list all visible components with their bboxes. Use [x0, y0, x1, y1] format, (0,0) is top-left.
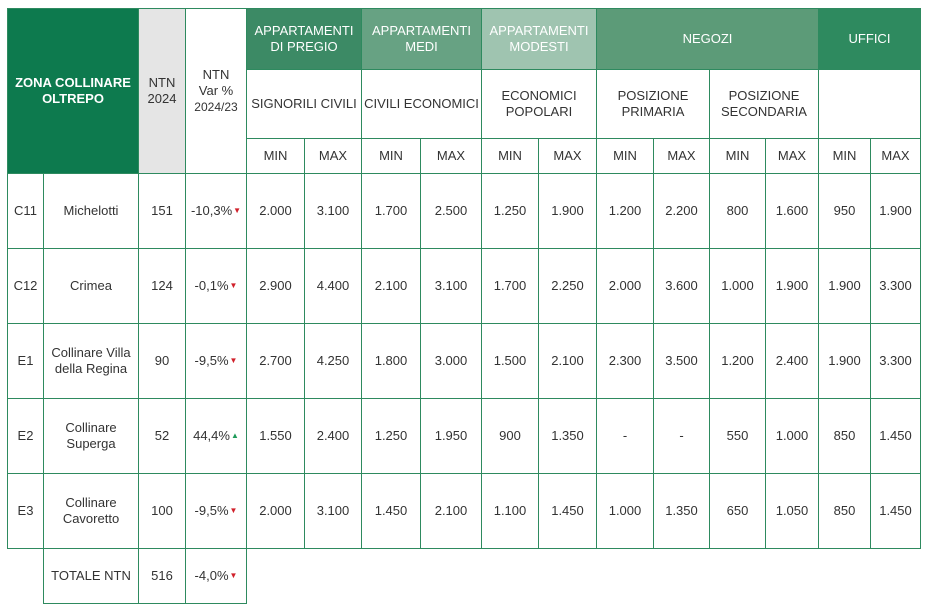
ntn-value: 52 — [139, 399, 186, 474]
min-value: 1.250 — [482, 174, 539, 249]
min-value: 2.300 — [597, 324, 654, 399]
zone-name: Collinare Villa della Regina — [44, 324, 139, 399]
subgroup-civili-economici: CIVILI ECONOMICI — [362, 70, 482, 139]
min-label: MIN — [247, 139, 305, 174]
max-value: 1.450 — [871, 474, 921, 549]
total-label: TOTALE NTN — [44, 549, 139, 604]
min-label: MIN — [819, 139, 871, 174]
max-label: MAX — [871, 139, 921, 174]
trend-down-icon: ▼ — [229, 356, 238, 366]
max-value: 2.400 — [305, 399, 362, 474]
max-value: 1.900 — [871, 174, 921, 249]
max-value: 2.200 — [654, 174, 710, 249]
ntn-var-value — [186, 324, 247, 399]
table-row — [8, 474, 921, 549]
subgroup-posizione-secondaria: POSIZIONE SECONDARIA — [710, 70, 819, 139]
subgroup-economici-popolari: ECONOMICI POPOLARI — [482, 70, 597, 139]
total-var: -4,0%▼ — [186, 549, 247, 604]
max-value: 3.600 — [654, 249, 710, 324]
min-value: 2.000 — [247, 474, 305, 549]
min-label: MIN — [482, 139, 539, 174]
group-appartamenti-medi: APPARTAMENTI MEDI — [362, 9, 482, 70]
min-value: - — [597, 399, 654, 474]
group-uffici: UFFICI — [819, 9, 921, 70]
total-ntn: 516 — [139, 549, 186, 604]
min-label: MIN — [362, 139, 421, 174]
max-value: 2.250 — [539, 249, 597, 324]
min-value: 1.550 — [247, 399, 305, 474]
min-value: 850 — [819, 474, 871, 549]
ntn-var-text: -0,1% — [194, 277, 229, 293]
zone-code: E1 — [8, 324, 44, 399]
header-row-groups — [8, 9, 921, 70]
max-value: 1.600 — [766, 174, 819, 249]
min-value: 2.000 — [247, 174, 305, 249]
price-table — [7, 8, 921, 604]
zone-code: E2 — [8, 399, 44, 474]
max-value: 1.450 — [539, 474, 597, 549]
min-value: 2.100 — [362, 249, 421, 324]
min-value: 1.200 — [597, 174, 654, 249]
max-value: 3.100 — [305, 174, 362, 249]
total-row — [8, 549, 921, 604]
max-value: 3.000 — [421, 324, 482, 399]
min-value: 900 — [482, 399, 539, 474]
data-rows — [8, 174, 921, 549]
group-appartamenti-pregio: APPARTAMENTI DI PREGIO — [247, 9, 362, 70]
max-value: 1.950 — [421, 399, 482, 474]
min-value: 1.700 — [482, 249, 539, 324]
zone-name: Crimea — [44, 249, 139, 324]
max-value: 1.450 — [871, 399, 921, 474]
max-value: 3.100 — [421, 249, 482, 324]
max-value: 4.400 — [305, 249, 362, 324]
min-value: 1.250 — [362, 399, 421, 474]
min-value: 1.900 — [819, 249, 871, 324]
max-value: 2.100 — [421, 474, 482, 549]
max-value: 1.350 — [654, 474, 710, 549]
max-label: MAX — [766, 139, 819, 174]
table-row — [8, 249, 921, 324]
max-value: 3.500 — [654, 324, 710, 399]
ntn-var-text: -9,5% — [194, 502, 229, 518]
zone-code: E3 — [8, 474, 44, 549]
group-appartamenti-modesti: APPARTAMENTI MODESTI — [482, 9, 597, 70]
ntn-value: 124 — [139, 249, 186, 324]
max-value: - — [654, 399, 710, 474]
group-negozi: NEGOZI — [597, 9, 819, 70]
zone-name: Collinare Superga — [44, 399, 139, 474]
trend-down-icon: ▼ — [233, 206, 242, 216]
min-value: 2.000 — [597, 249, 654, 324]
min-label: MIN — [710, 139, 766, 174]
ntn-var-value — [186, 474, 247, 549]
ntn-var-value — [186, 174, 247, 249]
zone-code: C12 — [8, 249, 44, 324]
subgroup-signorili-civili: SIGNORILI CIVILI — [247, 70, 362, 139]
price-table-container — [7, 8, 921, 604]
trend-down-icon: ▼ — [229, 281, 238, 291]
max-value: 4.250 — [305, 324, 362, 399]
min-value: 850 — [819, 399, 871, 474]
max-value: 3.300 — [871, 324, 921, 399]
min-value: 1.450 — [362, 474, 421, 549]
max-value: 3.300 — [871, 249, 921, 324]
min-value: 2.700 — [247, 324, 305, 399]
zone-name: Michelotti — [44, 174, 139, 249]
ntn-var-text: 44,4% — [193, 427, 230, 443]
min-value: 2.900 — [247, 249, 305, 324]
subgroup-posizione-primaria: POSIZIONE PRIMARIA — [597, 70, 710, 139]
max-value: 2.100 — [539, 324, 597, 399]
max-label: MAX — [305, 139, 362, 174]
max-label: MAX — [654, 139, 710, 174]
max-value: 1.000 — [766, 399, 819, 474]
min-value: 1.000 — [597, 474, 654, 549]
table-row — [8, 174, 921, 249]
max-label: MAX — [421, 139, 482, 174]
trend-down-icon: ▼ — [229, 571, 238, 581]
max-label: MAX — [539, 139, 597, 174]
ntn-value: 90 — [139, 324, 186, 399]
min-value: 1.000 — [710, 249, 766, 324]
ntn-var-text: -10,3% — [190, 202, 233, 218]
ntn-header: NTN 2024 — [139, 9, 186, 174]
min-label: MIN — [597, 139, 654, 174]
ntn-value: 100 — [139, 474, 186, 549]
max-value: 1.900 — [766, 249, 819, 324]
zona-header: ZONA COLLINARE OLTREPO — [8, 9, 139, 174]
min-value: 1.500 — [482, 324, 539, 399]
min-value: 650 — [710, 474, 766, 549]
min-value: 1.100 — [482, 474, 539, 549]
ntn-value: 151 — [139, 174, 186, 249]
min-value: 1.900 — [819, 324, 871, 399]
min-value: 550 — [710, 399, 766, 474]
max-value: 1.350 — [539, 399, 597, 474]
ntn-var-value — [186, 399, 247, 474]
ntn-var-value — [186, 249, 247, 324]
table-row — [8, 399, 921, 474]
ntn-var-text: -9,5% — [194, 352, 229, 368]
min-value: 800 — [710, 174, 766, 249]
max-value: 2.500 — [421, 174, 482, 249]
max-value: 1.900 — [539, 174, 597, 249]
ntn-var-header: NTN Var % 2024/23 — [186, 9, 247, 174]
max-value: 3.100 — [305, 474, 362, 549]
max-value: 1.050 — [766, 474, 819, 549]
trend-down-icon: ▼ — [229, 506, 238, 516]
table-row — [8, 324, 921, 399]
zone-code: C11 — [8, 174, 44, 249]
min-value: 1.200 — [710, 324, 766, 399]
subgroup-uffici-empty — [819, 70, 921, 139]
zone-name: Collinare Cavoretto — [44, 474, 139, 549]
min-value: 1.800 — [362, 324, 421, 399]
trend-up-icon: ▲ — [230, 431, 239, 441]
min-value: 950 — [819, 174, 871, 249]
min-value: 1.700 — [362, 174, 421, 249]
max-value: 2.400 — [766, 324, 819, 399]
